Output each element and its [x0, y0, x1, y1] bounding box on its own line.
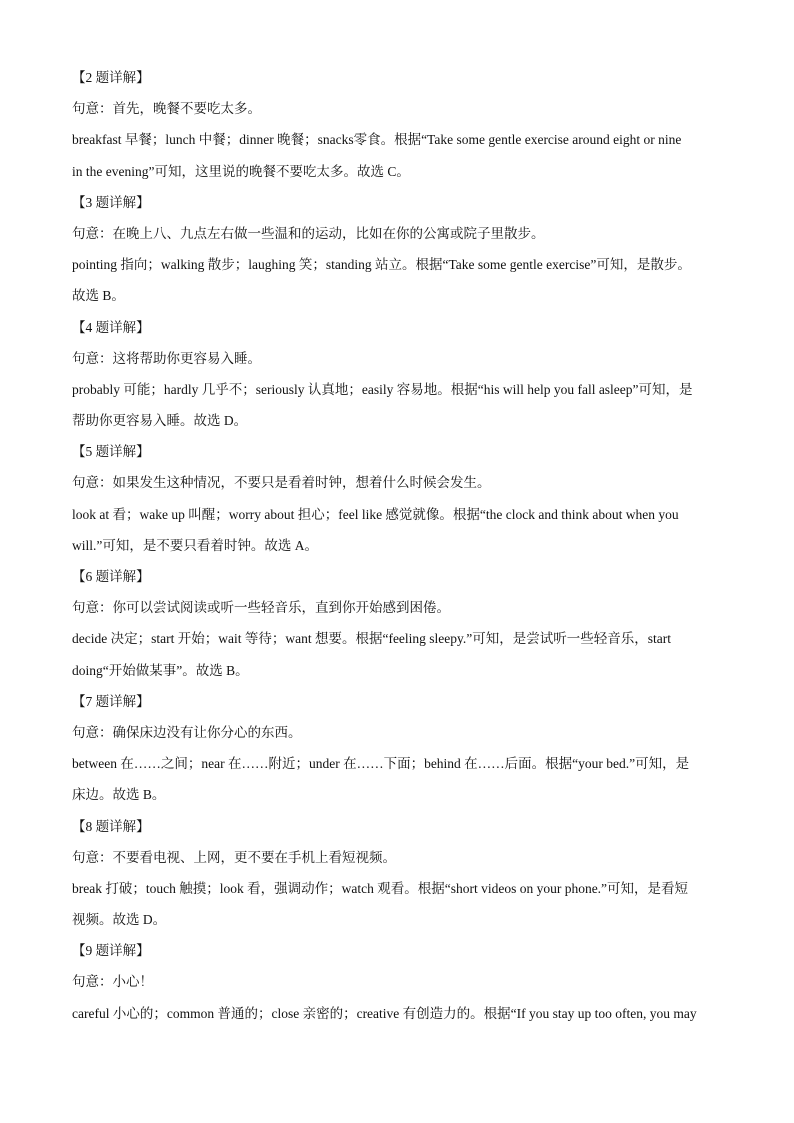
- section-heading-7: 【7 题详解】: [72, 693, 150, 709]
- text-line: break 打破；touch 触摸；look 看，强调动作；watch 观看。根据“short videos on your phone.”可知，是看短: [72, 880, 689, 896]
- text-line: careful 小心的；common 普通的；close 亲密的；creative 有创造力的。根据“If you stay up too often, you may: [72, 1005, 697, 1021]
- text-line: 句意：在晚上八、九点左右做一些温和的运动，比如在你的公寓或院子里散步。: [72, 225, 545, 241]
- text-line: 视频。故选 D。: [72, 912, 167, 928]
- text-line: 句意：如果发生这种情况，不要只是看着时钟，想着什么时候会发生。: [72, 475, 491, 491]
- text-line: pointing 指向；walking 散步；laughing 笑；standing 站立。根据“Take some gentle exercise”可知，是散步。: [72, 257, 691, 273]
- text-line: probably 可能；hardly 几乎不；seriously 认真地；easily 容易地。根据“his will help you fall asleep”可知，是: [72, 381, 693, 397]
- text-line: will.”可知，是不要只看着时钟。故选 A。: [72, 537, 318, 553]
- text-line: 句意：首先，晚餐不要吃太多。: [72, 101, 261, 117]
- section-heading-2: 【2 题详解】: [72, 70, 150, 85]
- text-line: 句意：你可以尝试阅读或听一些轻音乐，直到你开始感到困倦。: [72, 600, 450, 616]
- text-line: between 在……之间；near 在……附近；under 在……下面；behind 在……后面。根据“your bed.”可知，是: [72, 756, 690, 772]
- section-heading-9: 【9 题详解】: [72, 943, 150, 959]
- text-line: look at 看；wake up 叫醒；worry about 担心；feel like 感觉就像。根据“the clock and think about when you: [72, 506, 679, 522]
- document-content: [72, 62, 724, 1029]
- text-line: 句意：这将帮助你更容易入睡。: [72, 350, 261, 366]
- text-line: 句意：确保床边没有让你分心的东西。: [72, 724, 302, 740]
- section-heading-6: 【6 题详解】: [72, 569, 150, 584]
- section-heading-5: 【5 题详解】: [72, 444, 150, 460]
- text-line: 帮助你更容易入睡。故选 D。: [72, 413, 248, 429]
- section-heading-4: 【4 题详解】: [72, 319, 150, 335]
- section-heading-3: 【3 题详解】: [72, 194, 150, 210]
- text-line: 句意：不要看电视、上网，更不要在手机上看短视频。: [72, 849, 396, 865]
- text-line: 句意：小心！: [72, 974, 153, 990]
- text-line: breakfast 早餐；lunch 中餐；dinner 晚餐；snacks零食。根据“Take some gentle exercise around eight or nine: [72, 132, 682, 148]
- text-line: 床边。故选 B。: [72, 787, 166, 803]
- text-line: in the evening”可知，这里说的晚餐不要吃太多。故选 C。: [72, 163, 410, 179]
- text-line: decide 决定；start 开始；wait 等待；want 想要。根据“feeling sleepy.”可知，是尝试听一些轻音乐，start: [72, 631, 672, 647]
- text-line: 故选 B。: [72, 288, 125, 304]
- text-line: doing“开始做某事”。故选 B。: [72, 662, 249, 678]
- section-heading-8: 【8 题详解】: [72, 818, 150, 834]
